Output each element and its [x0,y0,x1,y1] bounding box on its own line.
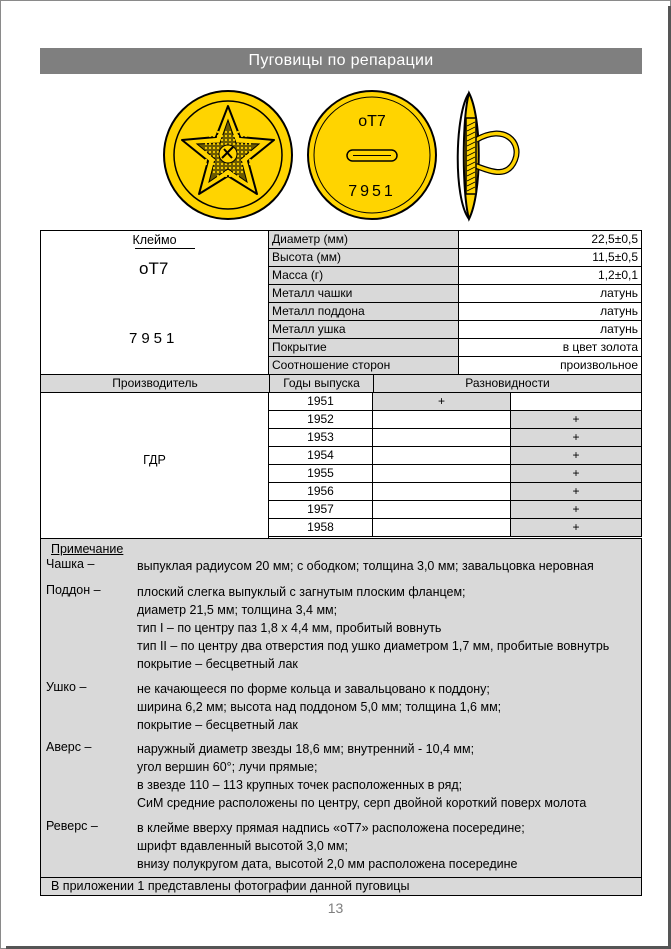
note-label-cup: Чашка – [46,557,95,571]
note-line: покрытие – бесцветный лак [137,718,298,732]
star-dot [237,159,239,161]
reverse-top-text: оТ7 [358,113,386,130]
star-dot [217,175,219,177]
star-dot [237,175,239,177]
star-dot [209,143,211,145]
spec-value: латунь [459,321,642,339]
star-dot [245,163,247,165]
star-dot [225,175,227,177]
star-dot [221,139,223,141]
header-variants: Разновидности [374,375,642,393]
production-header [40,374,642,393]
star-dot [233,175,235,177]
star-dot [229,167,231,169]
spec-label: Высота (мм) [269,249,459,267]
spec-row [269,339,642,357]
spec-row [269,321,642,339]
star-dot [205,143,207,145]
variant-1-mark [373,411,511,429]
spec-label: Покрытие [269,339,459,357]
note-line: шрифт вдавленный высотой 3,0 мм; [137,839,348,853]
mark-cell [40,230,269,375]
note-line: плоский слегка выпуклый с загнутым плоским фланцем; [137,585,466,599]
variant-2-mark: + [511,429,642,447]
note-line: покрытие – бесцветный лак [137,657,298,671]
production-year: 1951 [269,393,373,411]
star-dot [245,139,247,141]
note-line: угол вершин 60°; лучи прямые; [137,760,318,774]
production-year: 1957 [269,501,373,519]
production-row [269,501,642,519]
star-dot [249,155,251,157]
variant-1-mark: + [373,393,511,411]
spec-label: Металл ушка [269,321,459,339]
variant-1-mark [373,465,511,483]
star-dot [233,163,235,165]
star-dot [217,171,219,173]
star-dot [213,155,215,157]
note-line: ширина 6,2 мм; высота над поддоном 5,0 мм; толщина 1,6 мм; [137,700,502,714]
appendix-note: В приложении 1 представлены фотографии данной пуговицы [40,877,642,896]
production-row [269,519,642,537]
star-dot [209,167,211,169]
variant-2-mark: + [511,447,642,465]
star-dot [217,147,219,149]
star-dot [225,171,227,173]
star-dot [225,131,227,133]
reverse-year-text: 7951 [348,183,396,200]
star-dot [237,167,239,169]
star-dot [213,135,215,137]
star-dot [245,135,247,137]
note-line: в звезде 110 – 113 крупных точек расположенных в ряд; [137,778,463,792]
note-line: внизу полукругом дата, высотой 2,0 мм расположена посередине [137,857,518,871]
star-dot [213,167,215,169]
mark-header: Клеймо [132,233,177,247]
star-dot [209,151,211,153]
star-dot [209,139,211,141]
variant-2-mark: + [511,519,642,537]
star-dot [245,167,247,169]
star-dot [245,147,247,149]
star-dot [249,147,251,149]
star-dot [221,131,223,133]
star-dot [237,143,239,145]
production-year: 1952 [269,411,373,429]
star-dot [245,171,247,173]
star-dot [241,155,243,157]
star-dot [249,163,251,165]
spec-value: латунь [459,285,642,303]
star-dot [229,175,231,177]
production-row [269,465,642,483]
star-dot [249,151,251,153]
note-text-base [137,583,609,673]
production-year: 1955 [269,465,373,483]
star-dot [233,167,235,169]
star-dot [237,171,239,173]
star-dot [213,147,215,149]
star-dot [205,159,207,161]
spec-label: Металл поддона [269,303,459,321]
production-row [269,483,642,501]
spec-row [269,231,642,249]
production-year: 1956 [269,483,373,501]
page-title: Пуговицы по репарации [40,48,642,74]
manufacturer-name: ГДР [143,453,166,467]
variant-2-mark: + [511,483,642,501]
star-dot [241,151,243,153]
note-line: наружный диаметр звезды 18,6 мм; внутренний - 10,4 мм; [137,742,475,756]
note-text-reverse [137,819,525,873]
spec-row [269,249,642,267]
star-dot [233,131,235,133]
star-dot [233,135,235,137]
spec-label: Соотношение сторон [269,357,459,375]
star-dot [229,135,231,137]
star-dot [221,175,223,177]
star-dot [209,163,211,165]
star-dot [221,163,223,165]
star-dot [229,171,231,173]
button-illustrations [0,88,671,224]
star-dot [209,159,211,161]
star-dot [237,131,239,133]
manufacturer-cell [40,392,269,539]
star-dot [217,159,219,161]
spec-value: 11,5±0,5 [459,249,642,267]
note-line: тип I – по центру паз 1,8 х 4,4 мм, пробитый вовнуть [137,621,442,635]
star-dot [241,163,243,165]
production-row [269,447,642,465]
star-dot [225,135,227,137]
spec-value: 1,2±0,1 [459,267,642,285]
note-line: выпуклая радиусом 20 мм; с ободком; толщина 3,0 мм; завальцовка неровная [137,559,594,573]
spec-value: латунь [459,303,642,321]
star-dot [241,139,243,141]
production-year: 1953 [269,429,373,447]
note-label-reverse: Реверс – [46,819,98,833]
spec-value: 22,5±0,5 [459,231,642,249]
star-dot [213,151,215,153]
variant-1-mark [373,447,511,465]
variant-2-mark: + [511,465,642,483]
spec-label: Масса (г) [269,267,459,285]
star-dot [209,155,211,157]
star-dot [205,163,207,165]
header-manufacturer: Производитель [41,375,270,393]
star-dot [249,143,251,145]
star-dot [233,139,235,141]
notes-section [40,538,642,878]
reverse-illustration [308,91,436,219]
star-dot [205,151,207,153]
star-dot [233,143,235,145]
note-line: диаметр 21,5 мм; толщина 3,4 мм; [137,603,338,617]
notes-title: Примечание [51,542,124,556]
star-dot [229,139,231,141]
spec-row [269,303,642,321]
specs-table [268,230,642,375]
star-dot [217,139,219,141]
star-dot [225,139,227,141]
star-dot [241,159,243,161]
star-dot [213,143,215,145]
star-dot [237,135,239,137]
star-dot [245,155,247,157]
variant-1-mark [373,501,511,519]
note-text-cup [137,557,594,575]
note-line: тип II – по центру два отверстия под ушко диаметром 1,7 мм, пробитые вовнутрь [137,639,610,653]
star-dot [245,143,247,145]
header-years: Годы выпуска [270,375,374,393]
star-dot [209,171,211,173]
star-dot [237,163,239,165]
star-dot [245,159,247,161]
variant-1-mark [373,429,511,447]
note-line: в клейме вверху прямая надпись «оТ7» расположена посередине; [137,821,525,835]
star-dot [241,135,243,137]
obverse-illustration [164,91,292,219]
star-dot [221,143,223,145]
star-dot [221,135,223,137]
star-dot [213,163,215,165]
star-dot [217,135,219,137]
star-dot [209,135,211,137]
star-dot [245,151,247,153]
spec-label: Металл чашки [269,285,459,303]
spec-row [269,357,642,375]
star-dot [237,139,239,141]
star-dot [213,139,215,141]
star-dot [241,167,243,169]
production-year: 1954 [269,447,373,465]
star-dot [233,171,235,173]
star-dot [217,163,219,165]
note-line: не качающееся по форме кольца и завальцовано к поддону; [137,682,490,696]
note-label-loop: Ушко – [46,680,87,694]
star-dot [241,171,243,173]
variant-2-mark: + [511,411,642,429]
mark-year-text: 7951 [129,330,179,347]
star-dot [241,143,243,145]
production-row [269,411,642,429]
star-dot [217,131,219,133]
spec-value: произвольное [459,357,642,375]
star-dot [221,167,223,169]
star-dot [209,147,211,149]
mark-underline [135,248,195,249]
star-dot [221,171,223,173]
star-dot [217,143,219,145]
production-row [269,429,642,447]
production-row [269,393,642,411]
mark-top-text: оТ7 [139,259,169,278]
note-text-loop [137,680,501,734]
variant-1-mark [373,483,511,501]
star-dot [213,171,215,173]
star-dot [229,131,231,133]
variant-2-mark [511,393,642,411]
star-dot [217,167,219,169]
note-label-base: Поддон – [46,583,101,597]
star-dot [241,147,243,149]
star-dot [237,147,239,149]
spec-row [269,285,642,303]
note-text-obverse [137,740,586,812]
production-table [268,392,642,537]
page-number: 13 [327,900,344,916]
spec-label: Диаметр (мм) [269,231,459,249]
variant-2-mark: + [511,501,642,519]
star-dot [249,159,251,161]
star-dot [213,159,215,161]
star-dot [225,167,227,169]
production-year: 1958 [269,519,373,537]
side-profile-illustration [458,93,517,219]
variant-1-mark [373,519,511,537]
star-dot [205,147,207,149]
spec-value: в цвет золота [459,339,642,357]
spec-row [269,267,642,285]
star-dot [205,155,207,157]
note-line: СиМ средние расположены по центру, серп двойной короткий поверх молота [137,796,587,810]
note-label-obverse: Аверс – [46,740,92,754]
